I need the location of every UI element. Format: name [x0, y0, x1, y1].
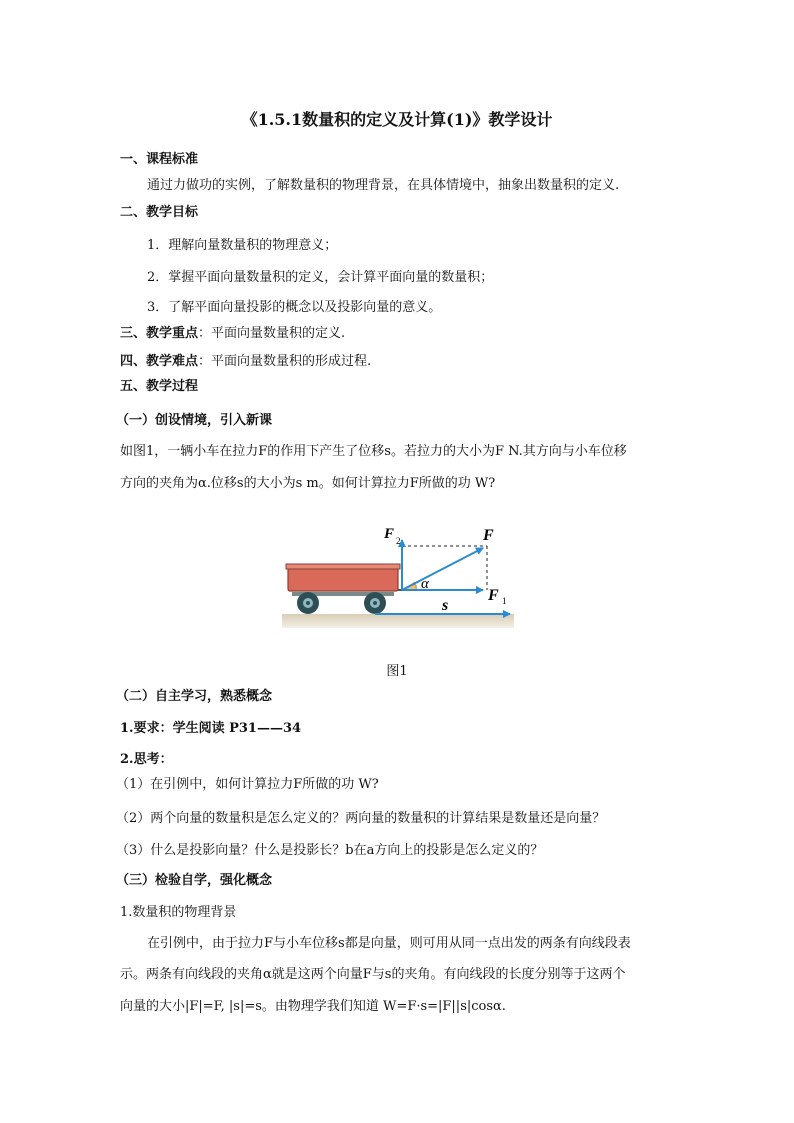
label-F2-sub: 2 — [396, 536, 401, 546]
part-2-think: 2.思考： — [120, 752, 173, 767]
ground — [282, 614, 514, 628]
part-3-line: 在引例中，由于拉力F与小车位移s都是向量，则可用从同一点出发的两条有向线段表 — [147, 936, 631, 951]
figure-caption: 图1 — [386, 664, 408, 679]
cart — [286, 564, 402, 614]
label-s: s — [442, 597, 449, 614]
section-4-label: 四、教学难点 — [120, 354, 199, 369]
section-1-text: 通过力做功的实例，了解数量积的物理背景，在具体情境中，抽象出数量积的定义. — [147, 178, 620, 193]
part-3-subheading: 1.数量积的物理背景 — [120, 905, 237, 920]
part-3-line: 向量的大小|F|=F, |s|=s。由物理学我们知道 W=F·s=|F||s|cosα. — [120, 999, 506, 1014]
goal-item: 2．掌握平面向量数量积的定义，会计算平面向量的数量积； — [147, 270, 494, 285]
part-1-line: 如图1，一辆小车在拉力F的作用下产生了位移s。若拉力的大小为F N.其方向与小车位移 — [120, 444, 627, 459]
part-1-line: 方向的夹角为α.位移s的大小为s m。如何计算拉力F所做的功 W? — [120, 476, 496, 491]
section-3-text: ：平面向量数量积的定义. — [198, 326, 346, 341]
label-F: F — [483, 527, 494, 544]
page-title: 《1.5.1数量积的定义及计算(1)》教学设计 — [241, 110, 553, 129]
cart-force-figure — [278, 518, 518, 636]
goal-item: 3．了解平面向量投影的概念以及投影向量的意义。 — [147, 300, 442, 315]
section-4-text: ：平面向量数量积的形成过程. — [198, 354, 372, 369]
part-1-heading: （一）创设情境，引入新课 — [116, 413, 273, 428]
label-alpha: α — [421, 576, 429, 592]
section-3 — [120, 325, 345, 343]
vector-F — [402, 548, 483, 590]
section-2-heading: 二、教学目标 — [120, 205, 199, 220]
question-item: （3）什么是投影向量？什么是投影长？b在a方向上的投影是怎么定义的？ — [116, 843, 544, 858]
part-2-requirement: 1.要求：学生阅读 P31——34 — [120, 721, 302, 736]
section-5-heading: 五、教学过程 — [120, 379, 199, 394]
section-3-label: 三、教学重点 — [120, 326, 199, 341]
goal-item: 1．理解向量数量积的物理意义； — [147, 238, 338, 253]
label-F2: F — [384, 526, 395, 542]
label-F1-sub: 1 — [502, 596, 507, 606]
question-item: （1）在引例中，如何计算拉力F所做的功 W? — [116, 777, 379, 792]
part-2-heading: （二）自主学习，熟悉概念 — [116, 689, 273, 704]
part-3-heading: （三）检验自学，强化概念 — [116, 873, 273, 888]
section-1-heading: 一、课程标准 — [120, 152, 199, 167]
wheel-back — [297, 592, 319, 614]
section-4 — [120, 353, 371, 371]
wheel-front — [364, 592, 386, 614]
question-item: （2）两个向量的数量积是怎么定义的？两向量的数量积的计算结果是数量还是向量？ — [116, 811, 606, 826]
label-F1: F — [488, 587, 499, 604]
part-3-line: 示。两条有向线段的夹角α就是这两个向量F与s的夹角。有向线段的长度分别等于这两个 — [120, 967, 626, 982]
